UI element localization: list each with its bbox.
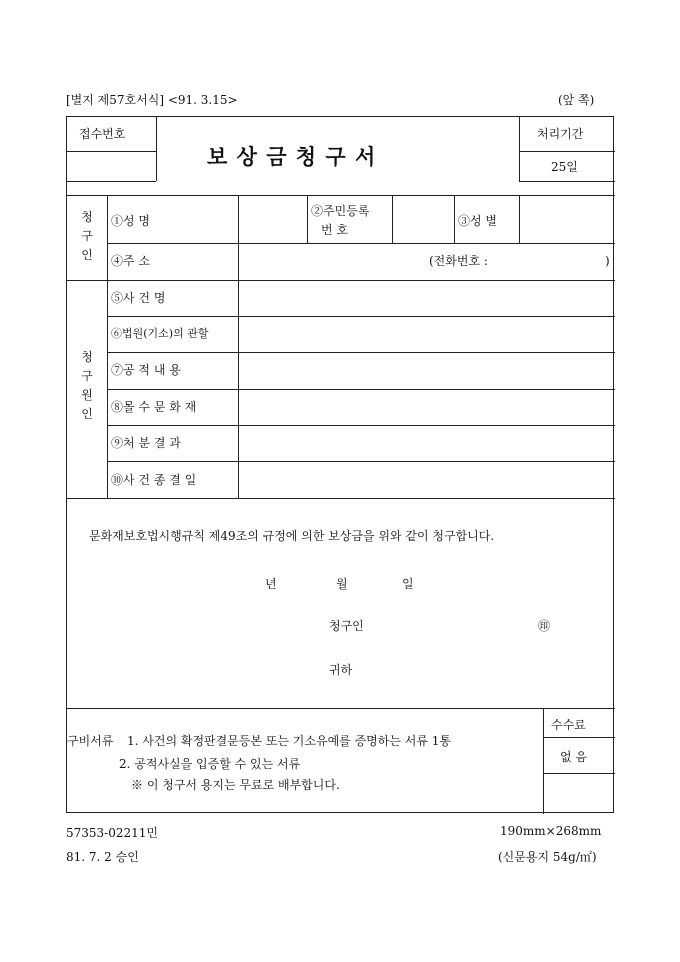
fee-value: 없 음 bbox=[560, 750, 587, 764]
fee-label: 수수료 bbox=[551, 718, 586, 732]
approval-date: 81. 7. 2 승인 bbox=[66, 850, 139, 864]
seal-mark: ㊞ bbox=[538, 619, 551, 633]
merit-details-label: ⑦공 적 내 용 bbox=[111, 363, 181, 377]
document-item-2: 2. 공적사실을 입증할 수 있는 서류 bbox=[119, 757, 301, 771]
form-number: [별지 제57호서식] <91. 3.15> bbox=[66, 93, 238, 107]
disposition-result-label: ⑨처 분 결 과 bbox=[111, 436, 181, 450]
phone-label: (전화번호 : bbox=[429, 254, 488, 268]
claim-statement: 문화재보호법시행규칙 제49조의 규정에 의한 보상금을 위와 같이 청구합니다. bbox=[89, 529, 495, 543]
paper-type: (신문용지 54g/㎡) bbox=[498, 850, 597, 864]
receipt-number-label: 접수번호 bbox=[79, 127, 126, 141]
addressee-label: 귀하 bbox=[329, 663, 353, 677]
date-year-label: 년 bbox=[265, 577, 277, 591]
claimant-signature-label: 청구인 bbox=[329, 619, 364, 633]
processing-period-label: 처리기간 bbox=[537, 127, 584, 141]
gender-label: ③성 별 bbox=[458, 214, 497, 228]
name-label: ①성 명 bbox=[111, 214, 150, 228]
processing-period-value: 25일 bbox=[551, 160, 578, 174]
resident-number-label-2: 번 호 bbox=[321, 223, 348, 237]
resident-number-label: ②주민등록 bbox=[311, 204, 370, 218]
date-day-label: 일 bbox=[402, 577, 414, 591]
phone-close: ) bbox=[605, 254, 610, 268]
documents-label: 구비서류 bbox=[67, 734, 114, 748]
date-month-label: 월 bbox=[336, 577, 348, 591]
form-code: 57353-02211민 bbox=[66, 826, 158, 840]
case-closing-date-label: ⑩사 건 종 결 일 bbox=[111, 473, 197, 487]
court-jurisdiction-label: ⑥법원(기소)의 관할 bbox=[111, 327, 209, 340]
claim-form bbox=[66, 116, 614, 813]
document-item-1: 1. 사건의 확정판결문등본 또는 기소유예를 증명하는 서류 1통 bbox=[127, 734, 451, 748]
free-distribution-note: ※ 이 청구서 용지는 무료로 배부합니다. bbox=[131, 778, 340, 792]
paper-size: 190mm×268mm bbox=[500, 824, 602, 838]
case-name-label: ⑤사 건 명 bbox=[111, 291, 166, 305]
form-title: 보 상 금 청 구 서 bbox=[207, 144, 377, 169]
claim-reason-section-label: 청 구 원 인 bbox=[81, 350, 93, 421]
confiscated-property-label: ⑧몰 수 문 화 재 bbox=[111, 400, 197, 414]
claimant-section-label: 청 구 인 bbox=[81, 210, 93, 262]
address-label: ④주 소 bbox=[111, 254, 150, 268]
page-side-label: (앞 쪽) bbox=[558, 93, 595, 107]
